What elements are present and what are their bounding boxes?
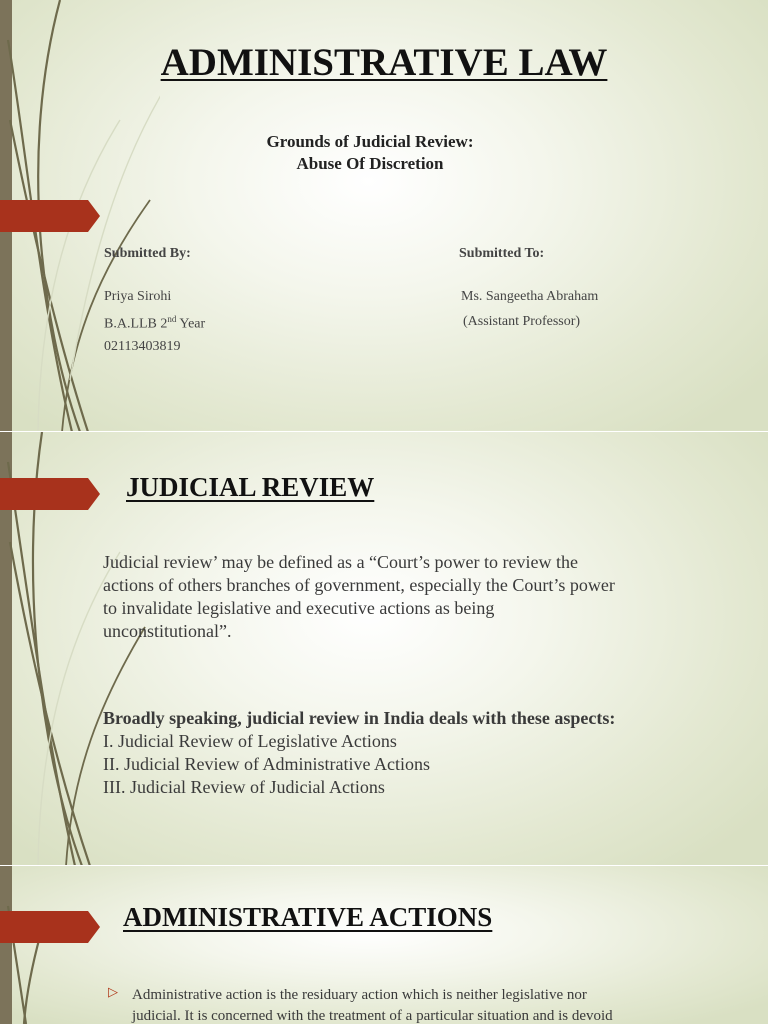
student-course: B.A.LLB 2nd Year (104, 314, 206, 332)
aspect-item: III. Judicial Review of Judicial Actions (103, 777, 385, 797)
student-roll-number: 02113403819 (104, 339, 181, 354)
aspects-intro: Broadly speaking, judicial review in India deals with these aspects: (103, 708, 616, 728)
definition-line: Judicial review’ may be defined as a “Court’s power to review the (103, 552, 578, 572)
section-heading: JUDICIAL REVIEW (126, 472, 375, 502)
slide-administrative-actions (0, 866, 768, 1024)
definition-line: actions of others branches of government, especially the Court’s power (103, 575, 615, 595)
bullet-paragraph (132, 985, 662, 1024)
definition-line: unconstitutional”. (103, 621, 232, 641)
slide-judicial-review (0, 432, 768, 866)
aspect-item: I. Judicial Review of Legislative Actions (103, 731, 397, 751)
aspect-item: II. Judicial Review of Administrative Actions (103, 754, 430, 774)
accent-tab (0, 478, 100, 510)
student-name: Priya Sirohi (104, 289, 172, 304)
bullet-line: Administrative action is the residuary action which is neither legislative nor (132, 987, 587, 1003)
professor-designation: (Assistant Professor) (463, 314, 581, 329)
judicial-review-definition (103, 551, 663, 643)
section-heading: ADMINISTRATIVE ACTIONS (123, 902, 493, 932)
slide-title (0, 0, 768, 432)
subtitle-line-2: Abuse Of Discretion (296, 154, 444, 173)
professor-name: Ms. Sangeetha Abraham (461, 289, 599, 304)
arrow-bullet-icon: ▷ (108, 984, 118, 999)
bullet-line: judicial. It is concerned with the treatment of a particular situation and is devoid (132, 1008, 613, 1024)
submitted-to-label: Submitted To: (459, 246, 545, 261)
subtitle-line-1: Grounds of Judicial Review: (266, 132, 474, 151)
presentation-title: ADMINISTRATIVE LAW (160, 41, 608, 84)
aspects-list (103, 707, 663, 799)
definition-line: to invalidate legislative and executive actions as being (103, 598, 495, 618)
accent-tab (0, 911, 100, 943)
submitted-by-label: Submitted By: (104, 246, 191, 261)
accent-tab (0, 200, 100, 232)
